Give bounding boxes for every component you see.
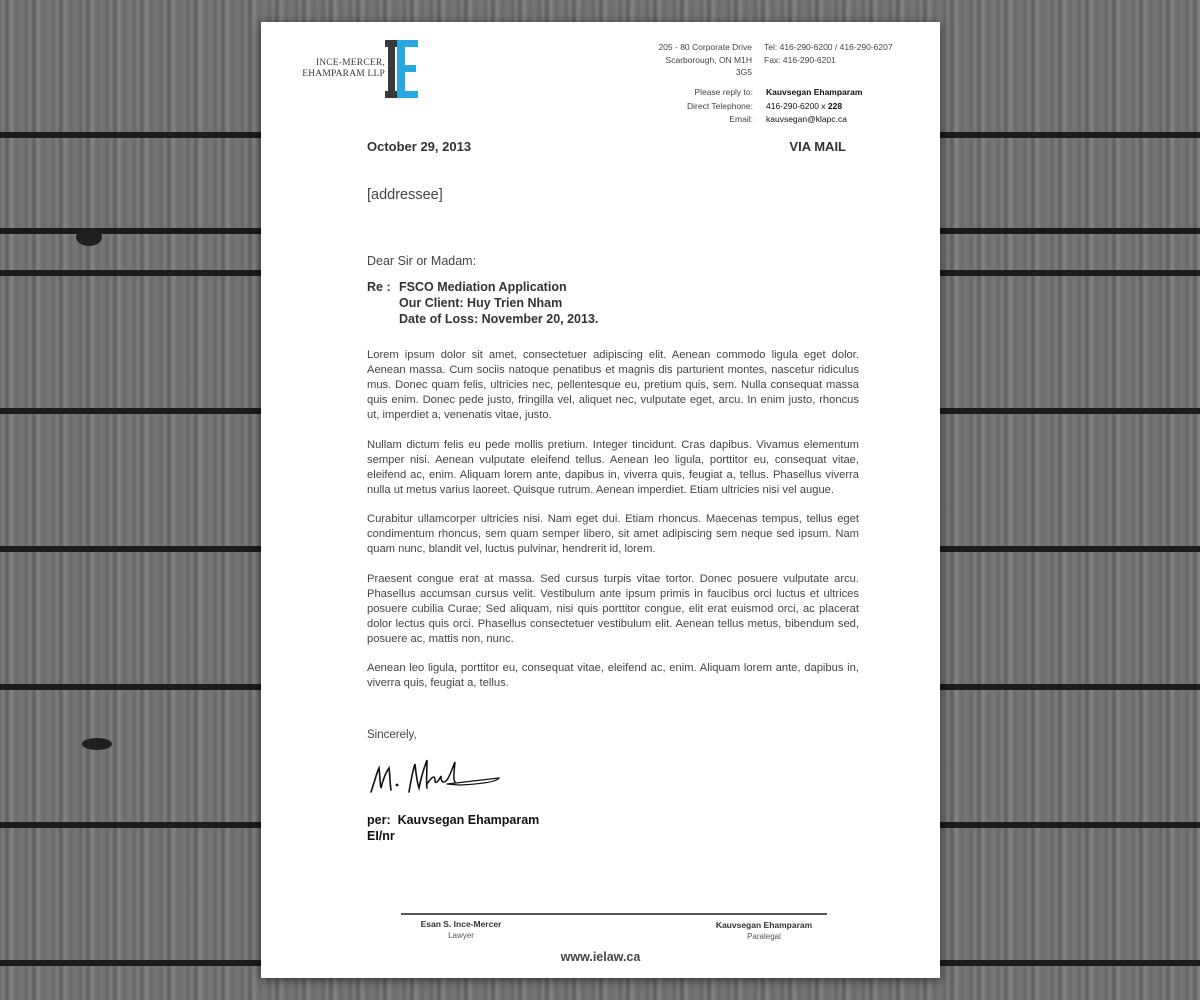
re-line1: FSCO Mediation Application [399, 280, 567, 294]
wood-knot [82, 738, 112, 750]
wood-knot [76, 228, 102, 246]
email-label: Email: [729, 114, 753, 124]
footer-lawyer [413, 919, 509, 942]
extension: 228 [827, 100, 843, 111]
ie-monogram-icon [385, 40, 419, 98]
footer-paralegal [709, 920, 819, 943]
reply-name: Kauvsegan Ehamparam [766, 87, 863, 97]
firm-fax: Fax: 416-290-6201 [764, 54, 836, 65]
address-line2: Scarborough, ON M1H 3G5 [665, 54, 752, 77]
paralegal-name: Kauvsegan Ehamparam [715, 920, 813, 930]
signatory-name: Kauvsegan Ehamparam [397, 813, 540, 827]
address-line1: 205 - 80 Corporate Drive [658, 42, 752, 52]
reply-email: kauvsegan@klapc.ca [766, 114, 847, 124]
firm-name-line2: EHAMPARAM LLP [302, 69, 385, 79]
signature-icon [369, 754, 509, 800]
signatory-line [367, 812, 539, 828]
closing: Sincerely, [367, 729, 417, 741]
footer-divider [401, 913, 827, 915]
re-label: Re : [367, 280, 391, 294]
re-line3: Date of Loss: November 20, 2013. [399, 312, 599, 326]
body-paragraph: Praesent congue erat at massa. Sed cursus turpis vitae tortor. Donec posuere vulputate arcu. Phasellus accumsan cursus velit. Vestibulum ante ipsum primis in faucibus orci luctus et ultrices posuere cubilia Curae; Sed aliquam, nisi quis porttitor congue, elit erat euismod orci, ac placerat dolor lectus quis orci. Phasellus consectetuer vestibulum elit. Aenean tellus metus, bibendum sed, posuere ac, mattis non, nunc. [367, 572, 859, 645]
delivery-method: VIA MAIL [789, 139, 846, 154]
reply-labels [661, 86, 753, 127]
salutation: Dear Sir or Madam: [367, 254, 477, 268]
letter-page [261, 22, 940, 978]
body-paragraph: Lorem ipsum dolor sit amet, consectetuer adipiscing elit. Aenean commodo ligula eget dolor. Aenean massa. Cum sociis natoque penatibus et magnis dis parturient montes, nascetur ridiculus mus. Donec quam felis, ultricies nec, pellentesque eu, pretium quis, sem. Nulla consequat massa quis enim. Donec pede justo, fringilla vel, aliquet nec, vulputate eget, arcu. In enim justo, rhoncus ut, imperdiet a, venenatis vitae, justo. [367, 349, 859, 421]
firm-name-line1: INCE-MERCER, [315, 58, 385, 68]
firm-logo-text [301, 58, 385, 80]
letter-date: October 29, 2013 [367, 139, 472, 154]
paralegal-role: Paralegal [747, 932, 781, 941]
body-paragraph: Curabitur ullamcorper ultricies nisi. Nam eget dui. Etiam rhoncus. Maecenas tempus, tellus eget condimentum rhoncus, sem quam semper libero, sit amet adipiscing sem neque sed ipsum. Nam quam nunc, blandit vel, luctus pulvinar, hendrerit id, lorem. [367, 513, 859, 555]
direct-tel: 416-290-6200 x [766, 100, 826, 111]
signatory-initials: EI/nr [367, 829, 395, 843]
lawyer-role: Lawyer [448, 931, 474, 940]
re-line2: Our Client: Huy Trien Nham [399, 296, 563, 310]
letter-body [367, 348, 859, 706]
firm-phones [764, 41, 893, 66]
firm-tel: Tel: 416-290-6200 / 416-290-6207 [764, 42, 893, 52]
per-label: per: [367, 813, 391, 827]
lawyer-name: Esan S. Ince-Mercer [420, 919, 502, 929]
body-paragraph: Aenean leo ligula, porttitor eu, consequat vitae, eleifend ac, enim. Aliquam lorem ante, dapibus in, viverra quis, feugiat a, tellus. [367, 662, 859, 689]
website-link[interactable]: www.ielaw.ca [560, 950, 641, 964]
firm-address [649, 41, 752, 79]
direct-tel-label: Direct Telephone: [687, 100, 753, 111]
please-reply-label: Please reply to: [694, 87, 753, 97]
reply-values [766, 86, 862, 127]
signatory-block [367, 812, 539, 844]
addressee: [addressee] [367, 187, 443, 203]
direct-tel-line [766, 100, 862, 114]
re-lines [399, 279, 699, 327]
body-paragraph: Nullam dictum felis eu pede mollis pretium. Integer tincidunt. Cras dapibus. Vivamus elementum semper nisi. Aenean vulputate eleifend tellus. Aenean leo ligula, porttitor eu, consequat vitae, eleifend ac, enim. Aliquam lorem ante, dapibus in, viverra quis, feugiat a, tellus. Phasellus viverra nulla ut metus varius laoreet. Quisque rutrum. Aenean imperdiet. Etiam ultricies nisi vel augue. [367, 438, 859, 496]
